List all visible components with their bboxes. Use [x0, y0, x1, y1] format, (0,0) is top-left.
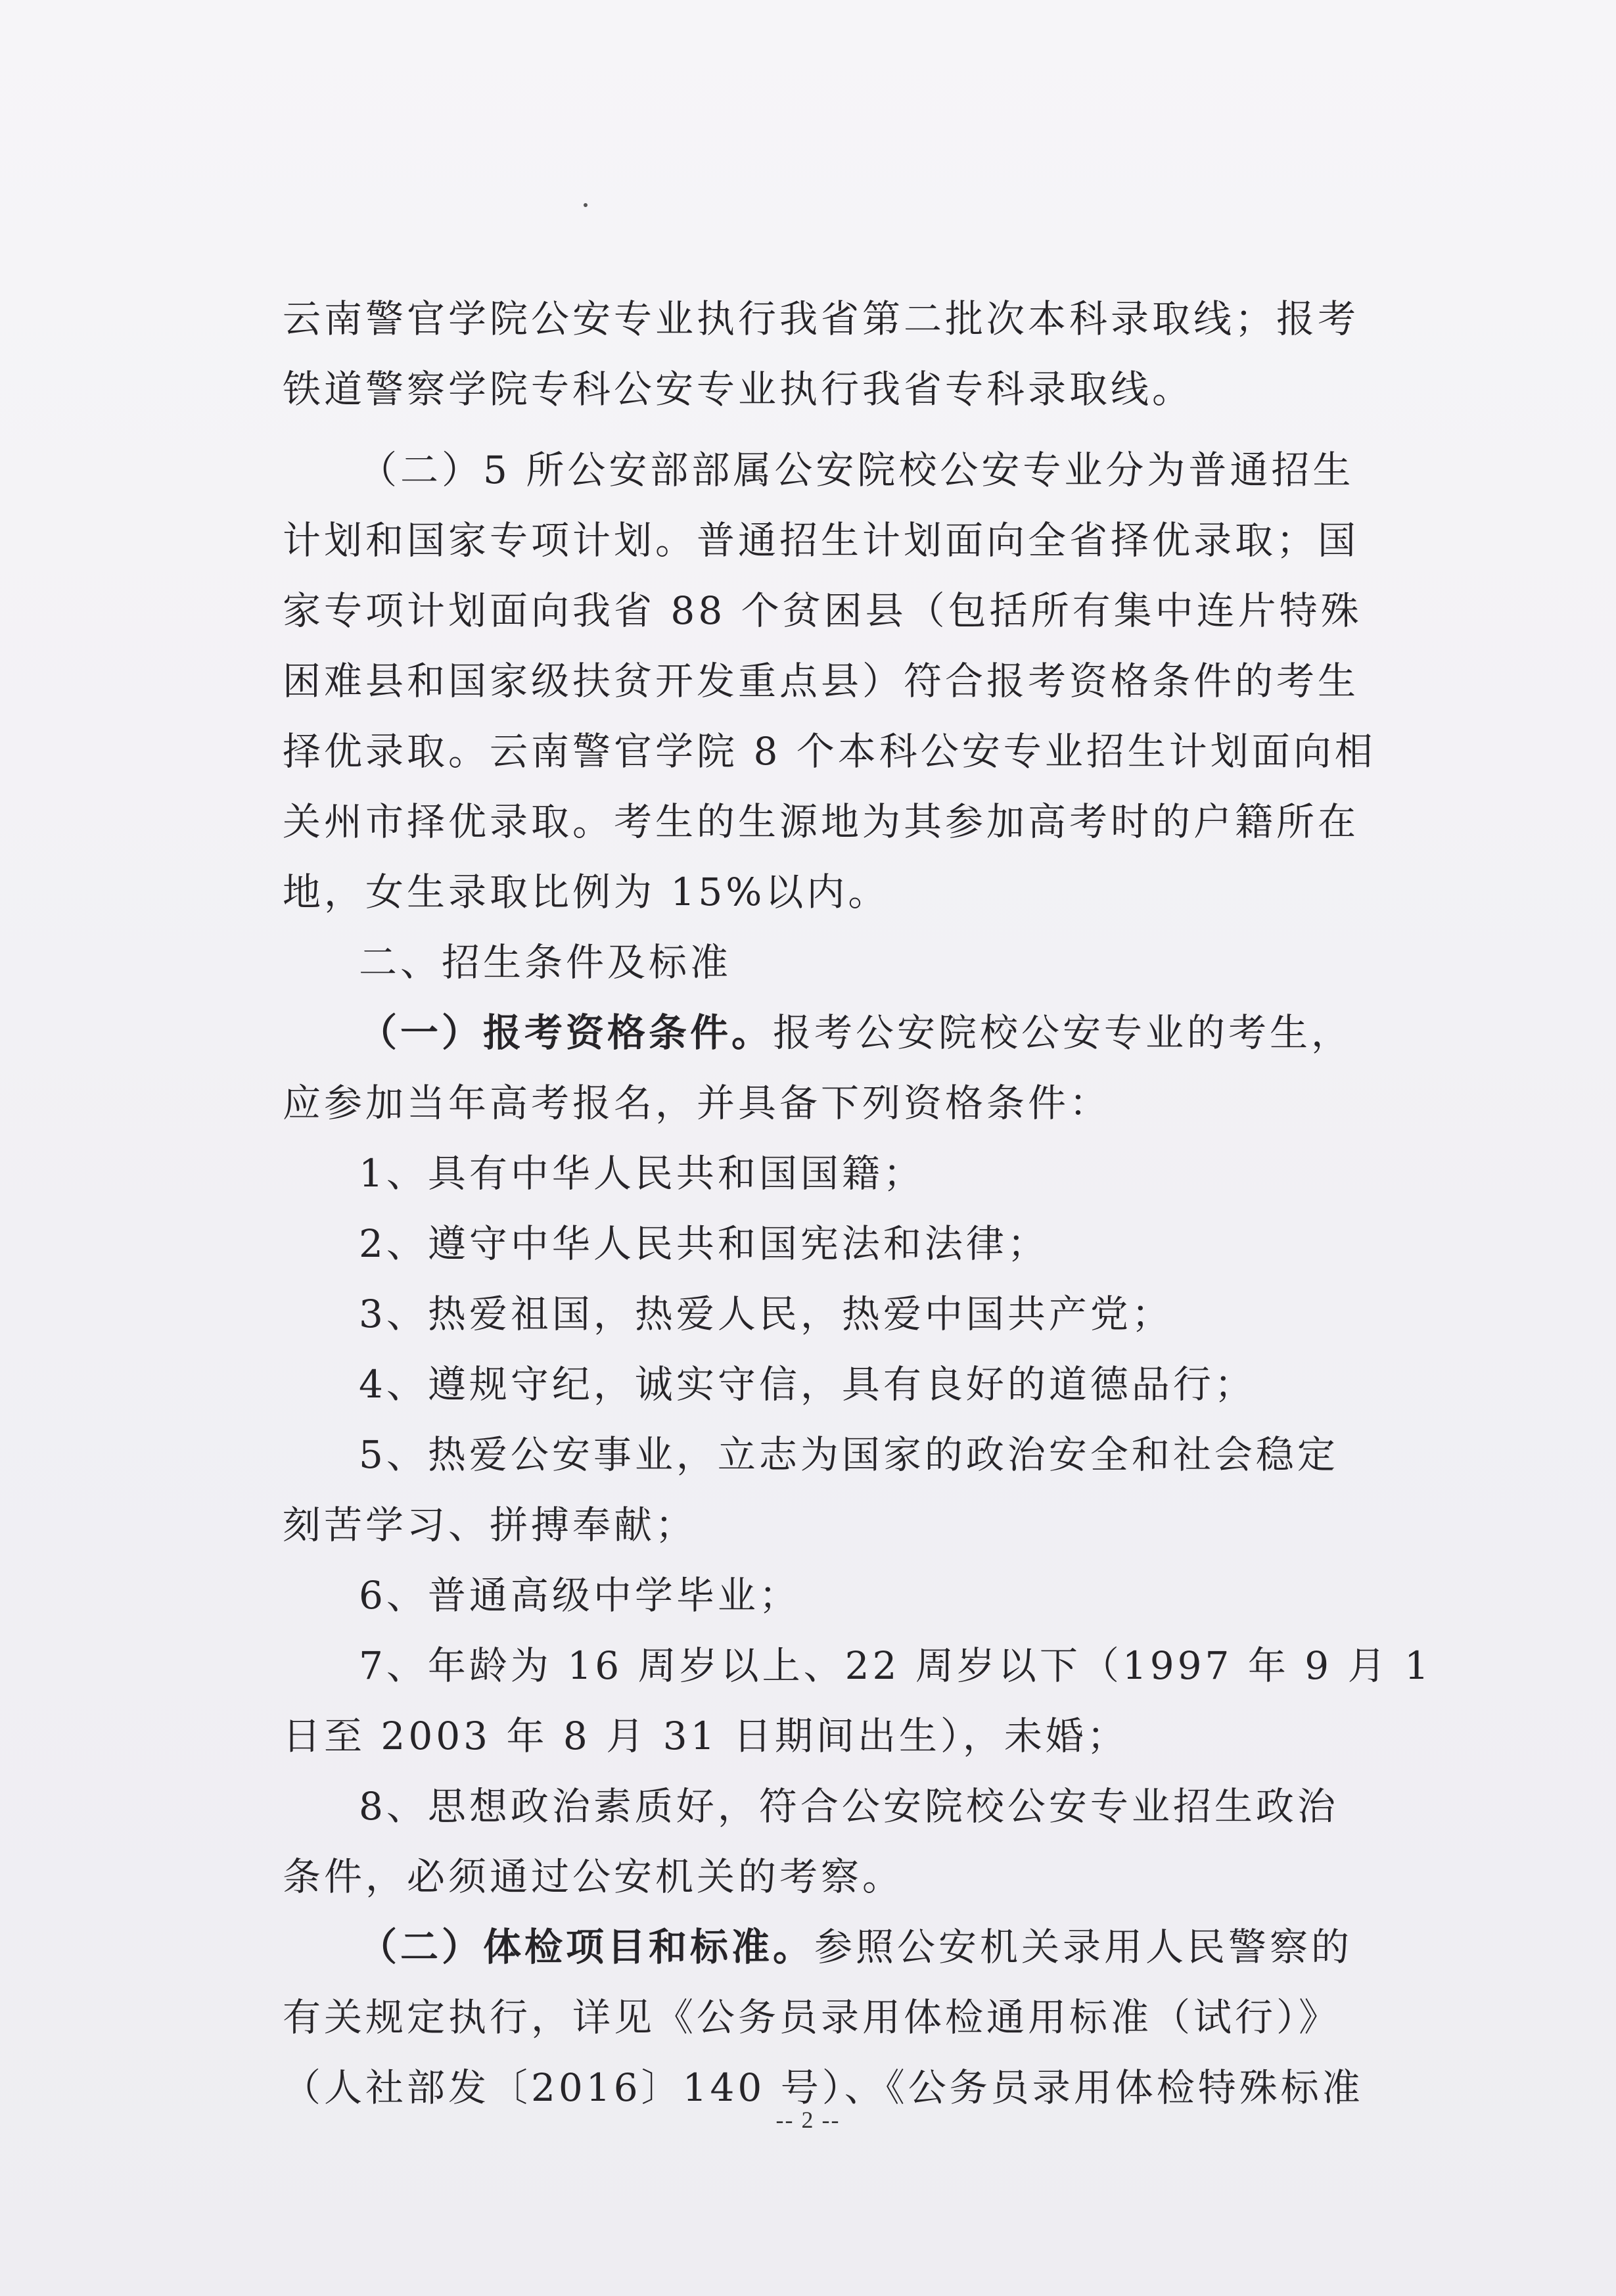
paragraph-line: 有关规定执行，详见《公务员录用体检通用标准（试行）》	[283, 1995, 1341, 2040]
paragraph-line: 择优录取。云南警官学院 8 个本科公安专业招生计划面向相	[283, 729, 1376, 774]
paragraph-line: 铁道警察学院专科公安专业执行我省专科录取线。	[283, 367, 1194, 411]
section-heading: 二、招生条件及标准	[359, 940, 732, 985]
list-item: 5、热爱公安事业，立志为国家的政治安全和社会稳定	[359, 1432, 1339, 1477]
list-item: 3、热爱祖国，热爱人民，热爱中国共产党；	[359, 1292, 1173, 1336]
scan-speck	[584, 203, 588, 207]
list-item: 6、普通高级中学毕业；	[359, 1573, 800, 1618]
list-item: 1、具有中华人民共和国国籍；	[359, 1151, 925, 1196]
list-item-continuation: 刻苦学习、拼搏奉献；	[283, 1503, 697, 1547]
paragraph-line	[283, 1912, 1374, 1982]
paragraph-line: 地，女生录取比例为 15%以内。	[283, 870, 890, 914]
page-number: -- 2 --	[775, 2107, 841, 2133]
paragraph-line: 家专项计划面向我省 88 个贫困县（包括所有集中连片特殊	[283, 588, 1362, 633]
list-item: 7、年龄为 16 周岁以上、22 周岁以下（1997 年 9 月 1	[359, 1643, 1432, 1688]
document-body	[283, 284, 1432, 2123]
paragraph-line: 计划和国家专项计划。普通招生计划面向全省择优录取；国	[283, 518, 1360, 563]
paragraph-line: （二）5 所公安部部属公安院校公安专业分为普通招生	[359, 448, 1354, 492]
paragraph-line: 应参加当年高考报名，并具备下列资格条件：	[283, 1081, 1111, 1125]
paragraph-line: （人社部发〔2016〕140 号）、《公务员录用体检特殊标准	[283, 2065, 1364, 2110]
subsection-heading: （一）报考资格条件。	[359, 1010, 773, 1055]
list-item-continuation: 条件，必须通过公安机关的考察。	[283, 1854, 904, 1899]
list-item: 4、遵规守纪，诚实守信，具有良好的道德品行；	[359, 1362, 1256, 1407]
paragraph-line	[283, 998, 1374, 1068]
list-item: 2、遵守中华人民共和国宪法和法律；	[359, 1221, 1049, 1266]
paragraph-line: 云南警官学院公安专业执行我省第二批次本科录取线；报考	[283, 296, 1360, 341]
paragraph-text: 参照公安机关录用人民警察的	[814, 1925, 1353, 1969]
list-item-continuation: 日至 2003 年 8 月 31 日期间出生），未婚；	[283, 1714, 1128, 1758]
list-item: 8、思想政治素质好，符合公安院校公安专业招生政治	[359, 1784, 1339, 1829]
subsection-heading: （二）体检项目和标准。	[359, 1925, 815, 1969]
paragraph-line: 关州市择优录取。考生的生源地为其参加高考时的户籍所在	[283, 799, 1360, 844]
paragraph-line: 困难县和国家级扶贫开发重点县）符合报考资格条件的考生	[283, 659, 1360, 703]
paragraph-text: 报考公安院校公安专业的考生，	[773, 1010, 1353, 1055]
